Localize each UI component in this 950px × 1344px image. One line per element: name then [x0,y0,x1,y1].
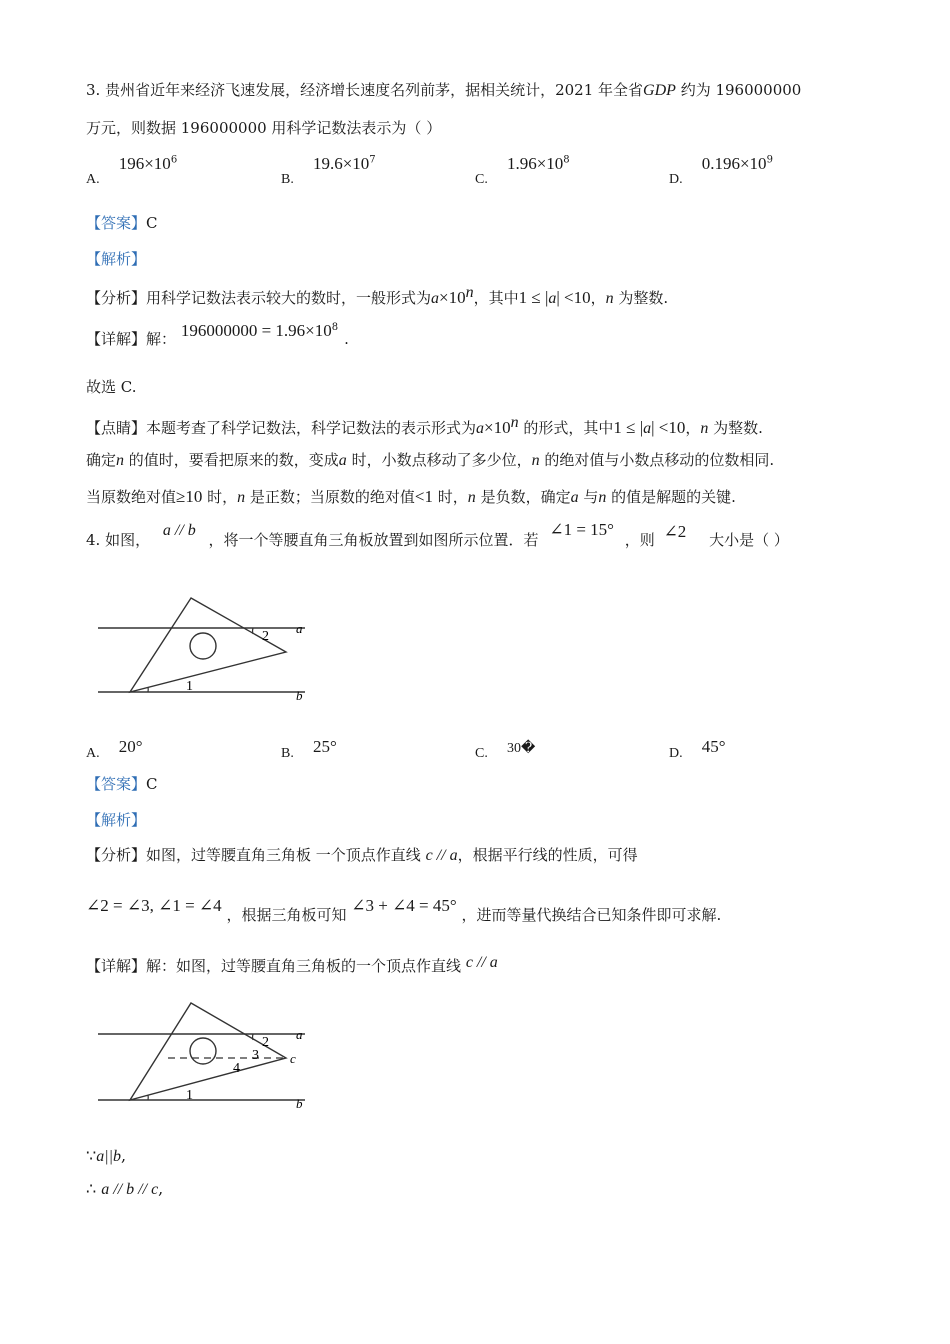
q4-fenxi-line2: ∠2 = ∠3, ∠1 = ∠4 ，根据三角板可知 ∠3 + ∠4 = 45° ，进而等量代换结合已知条件即可求解. [86,896,722,924]
q4-therefore: ∴ a // b // c, [86,1179,164,1198]
label-3: 3 [252,1048,259,1063]
q3-option-d: D. $0.196\times 10^9$ [669,154,773,187]
q4-fenxi-line1: 【分析】如图，过等腰直角三角板 一个顶点作直线 c // a，根据平行线的性质，可得 [86,846,638,864]
label-a: a [296,1027,303,1042]
ruler-hole [190,1038,216,1064]
triangle-ruler [130,1003,286,1100]
q4-option-a: A. 20° [86,737,143,761]
q3-dianjing-line3: 当原数绝对值≥10 时，n 是正数；当原数的绝对值<1 时，n 是负数，确定a 与n 的值是解题的关键. [86,487,736,506]
label-4: 4 [233,1061,240,1076]
q3-option-b: B. $19.6\times 10^7$ [281,154,376,187]
q4-answer: 【答案】C [86,775,158,793]
q3-fenxi: 【分析】用科学记数法表示较大的数时，一般形式为$a\times 10^n$，其中1 ≤ |a| <10，n 为整数. [86,284,669,307]
q3-answer: 【答案】C [86,214,158,232]
q3-stem-line1: 3. 贵州省近年来经济飞速发展，经济增长速度名列前茅，据相关统计，2021 年全省GDP 约为 196000000 [86,81,802,99]
q4-analysis-tag: 【解析】 [86,811,147,829]
q4-figure-1 [90,590,330,710]
q3-option-c: C. $1.96\times 10^8$ [475,154,570,187]
label-b: b [296,1096,303,1111]
q4-stem: 4. 如图， a // b ，将一个等腰直角三角板放置到如图所示位置．若 ∠1 = 15° ，则 ∠2 大小是（ ） [86,520,789,549]
label-1: 1 [186,679,193,694]
q3-option-a: A. $196\times 10^6$ [86,154,178,187]
triangle-ruler [130,598,286,692]
q3-detail: 【详解】解： $196000000 = 1.96\times 10^8$. [86,321,349,348]
label-2: 2 [262,1035,269,1050]
q3-analysis-tag: 【解析】 [86,250,147,268]
label-1: 1 [186,1088,193,1103]
q4-detail: 【详解】解：如图，过等腰直角三角板的一个顶点作直线 c // a [86,954,498,975]
q3-conclusion: 故选 C. [86,378,137,396]
label-c: c [290,1051,296,1066]
q4-figure-2 [90,997,330,1117]
q4-option-c: C. 30� [475,741,536,761]
q3-dianjing-line2: 确定n 的值时，要看把原来的数，变成a 时，小数点移动了多少位，n 的绝对值与小数点移动的位数相同. [86,451,775,469]
q4-option-d: D. 45° [669,737,726,761]
label-b: b [296,688,303,703]
q4-option-b: B. 25° [281,737,337,761]
label-a: a [296,621,303,636]
q4-because: ∵a||b, [86,1146,127,1165]
label-2: 2 [262,629,269,644]
ruler-hole [190,633,216,659]
q3-dianjing-line1: 【点睛】本题考查了科学记数法，科学记数法的表示形式为$a\times 10^n$ 的形式，其中1 ≤ |a| <10，n 为整数. [86,414,763,437]
q3-stem-line2: 万元，则数据 196000000 用科学记数法表示为（ ） [86,119,442,137]
